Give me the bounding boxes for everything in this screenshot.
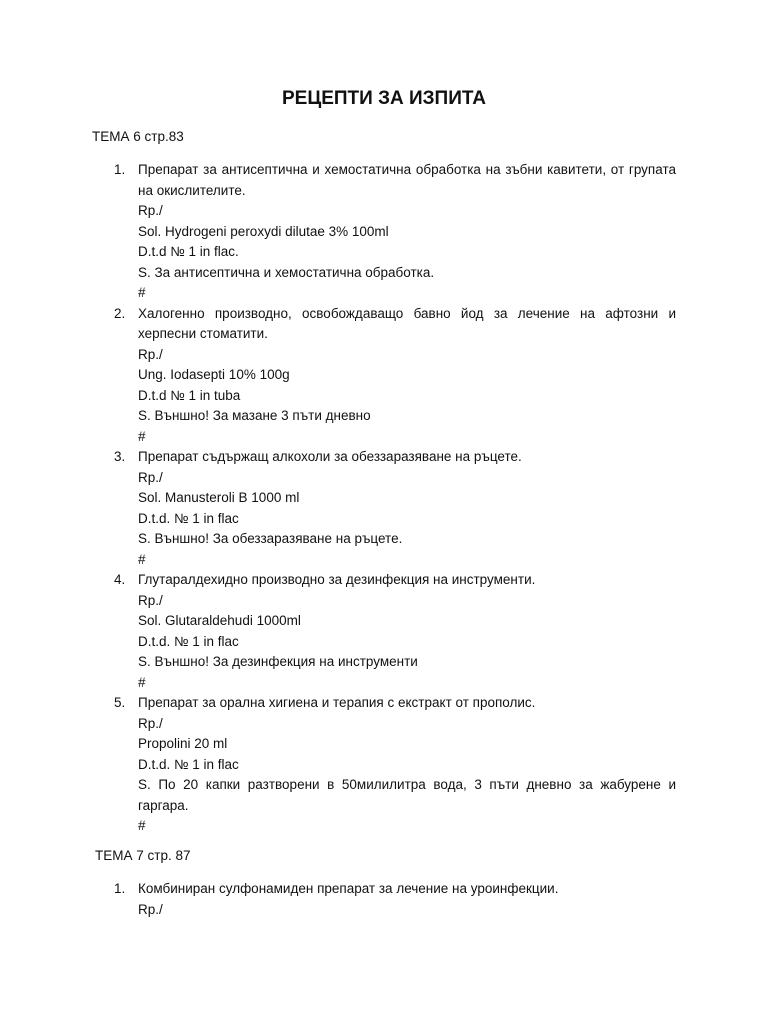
item-line: # [138,674,146,690]
item-number: 2. [114,305,126,321]
item-line: Rp./ [138,901,163,917]
item-number: 5. [114,695,126,710]
item-line: # [138,818,146,833]
section-heading: ТЕМА 7 стр. 87 [95,848,191,863]
section-heading: ТЕМА 6 стр.83 [92,129,184,144]
item-line: Rp./ [138,715,163,731]
item-description: Глутаралдехидно производно за дезинфекция на инструменти. [138,572,536,587]
item-line: S. Външно! За мазане 3 пъти дневно [138,408,371,423]
item-number: 3. [114,449,126,464]
item-number: 1. [114,162,126,177]
recipe-item [114,693,676,837]
item-line: Propolini 20 ml [138,736,228,751]
item-number: 4. [114,572,126,587]
recipe-list [114,160,676,837]
recipe-item [114,304,676,448]
item-line: D.t.d № 1 in tuba [138,387,241,403]
item-line: Sol. Glutaraldehudi 1000ml [138,613,301,628]
item-line: Rp./ [138,346,163,362]
item-line: S. Външно! За дезинфекция на инструменти [138,654,418,669]
item-line: D.t.d № 1 in flac. [138,244,239,259]
recipe-item [114,447,676,570]
item-description: Халогенно производно, освобождаващо бавно йод за лечение на афтозни и херпесни стоматити. [138,305,676,341]
item-line: # [138,551,146,567]
item-line: # [138,428,146,444]
recipe-item [114,160,676,304]
item-line: Ung. Iodasepti 10% 100g [138,367,290,382]
item-line: S. За антисептична и хемостатична обработка. [138,264,435,280]
item-description: Комбиниран сулфонамиден препарат за лечение на уроинфекции. [138,881,559,896]
item-description: Препарат съдържащ алкохоли за обеззаразяване на ръцете. [138,449,522,464]
item-line: D.t.d. № 1 in flac [138,756,239,772]
recipe-item [114,570,676,693]
item-line: D.t.d. № 1 in flac [138,633,239,649]
item-line: Rp./ [138,203,163,218]
recipe-item [114,879,676,920]
item-description: Препарат за орална хигиена и терапия с екстракт от прополис. [138,695,536,710]
item-line: S. По 20 капки разтворени в 50милилитра вода, 3 пъти дневно за жабурене и гаргара. [138,777,676,813]
item-line: Sol. Manusteroli B 1000 ml [138,490,300,505]
item-line: S. Външно! За обеззаразяване на ръцете. [138,531,403,546]
page-title: РЕЦЕПТИ ЗА ИЗПИТА [282,88,486,109]
item-number: 1. [114,881,126,896]
item-line: D.t.d. № 1 in flac [138,510,239,526]
item-line: Rp./ [138,469,163,485]
item-line: Sol. Hydrogeni peroxydi dilutae 3% 100ml [138,223,389,239]
item-line: # [138,285,146,300]
item-description: Препарат за антисептична и хемостатична обработка на зъбни кавитети, от групата на окислителите. [138,162,676,198]
recipe-list [114,879,676,920]
item-line: Rp./ [138,592,163,608]
